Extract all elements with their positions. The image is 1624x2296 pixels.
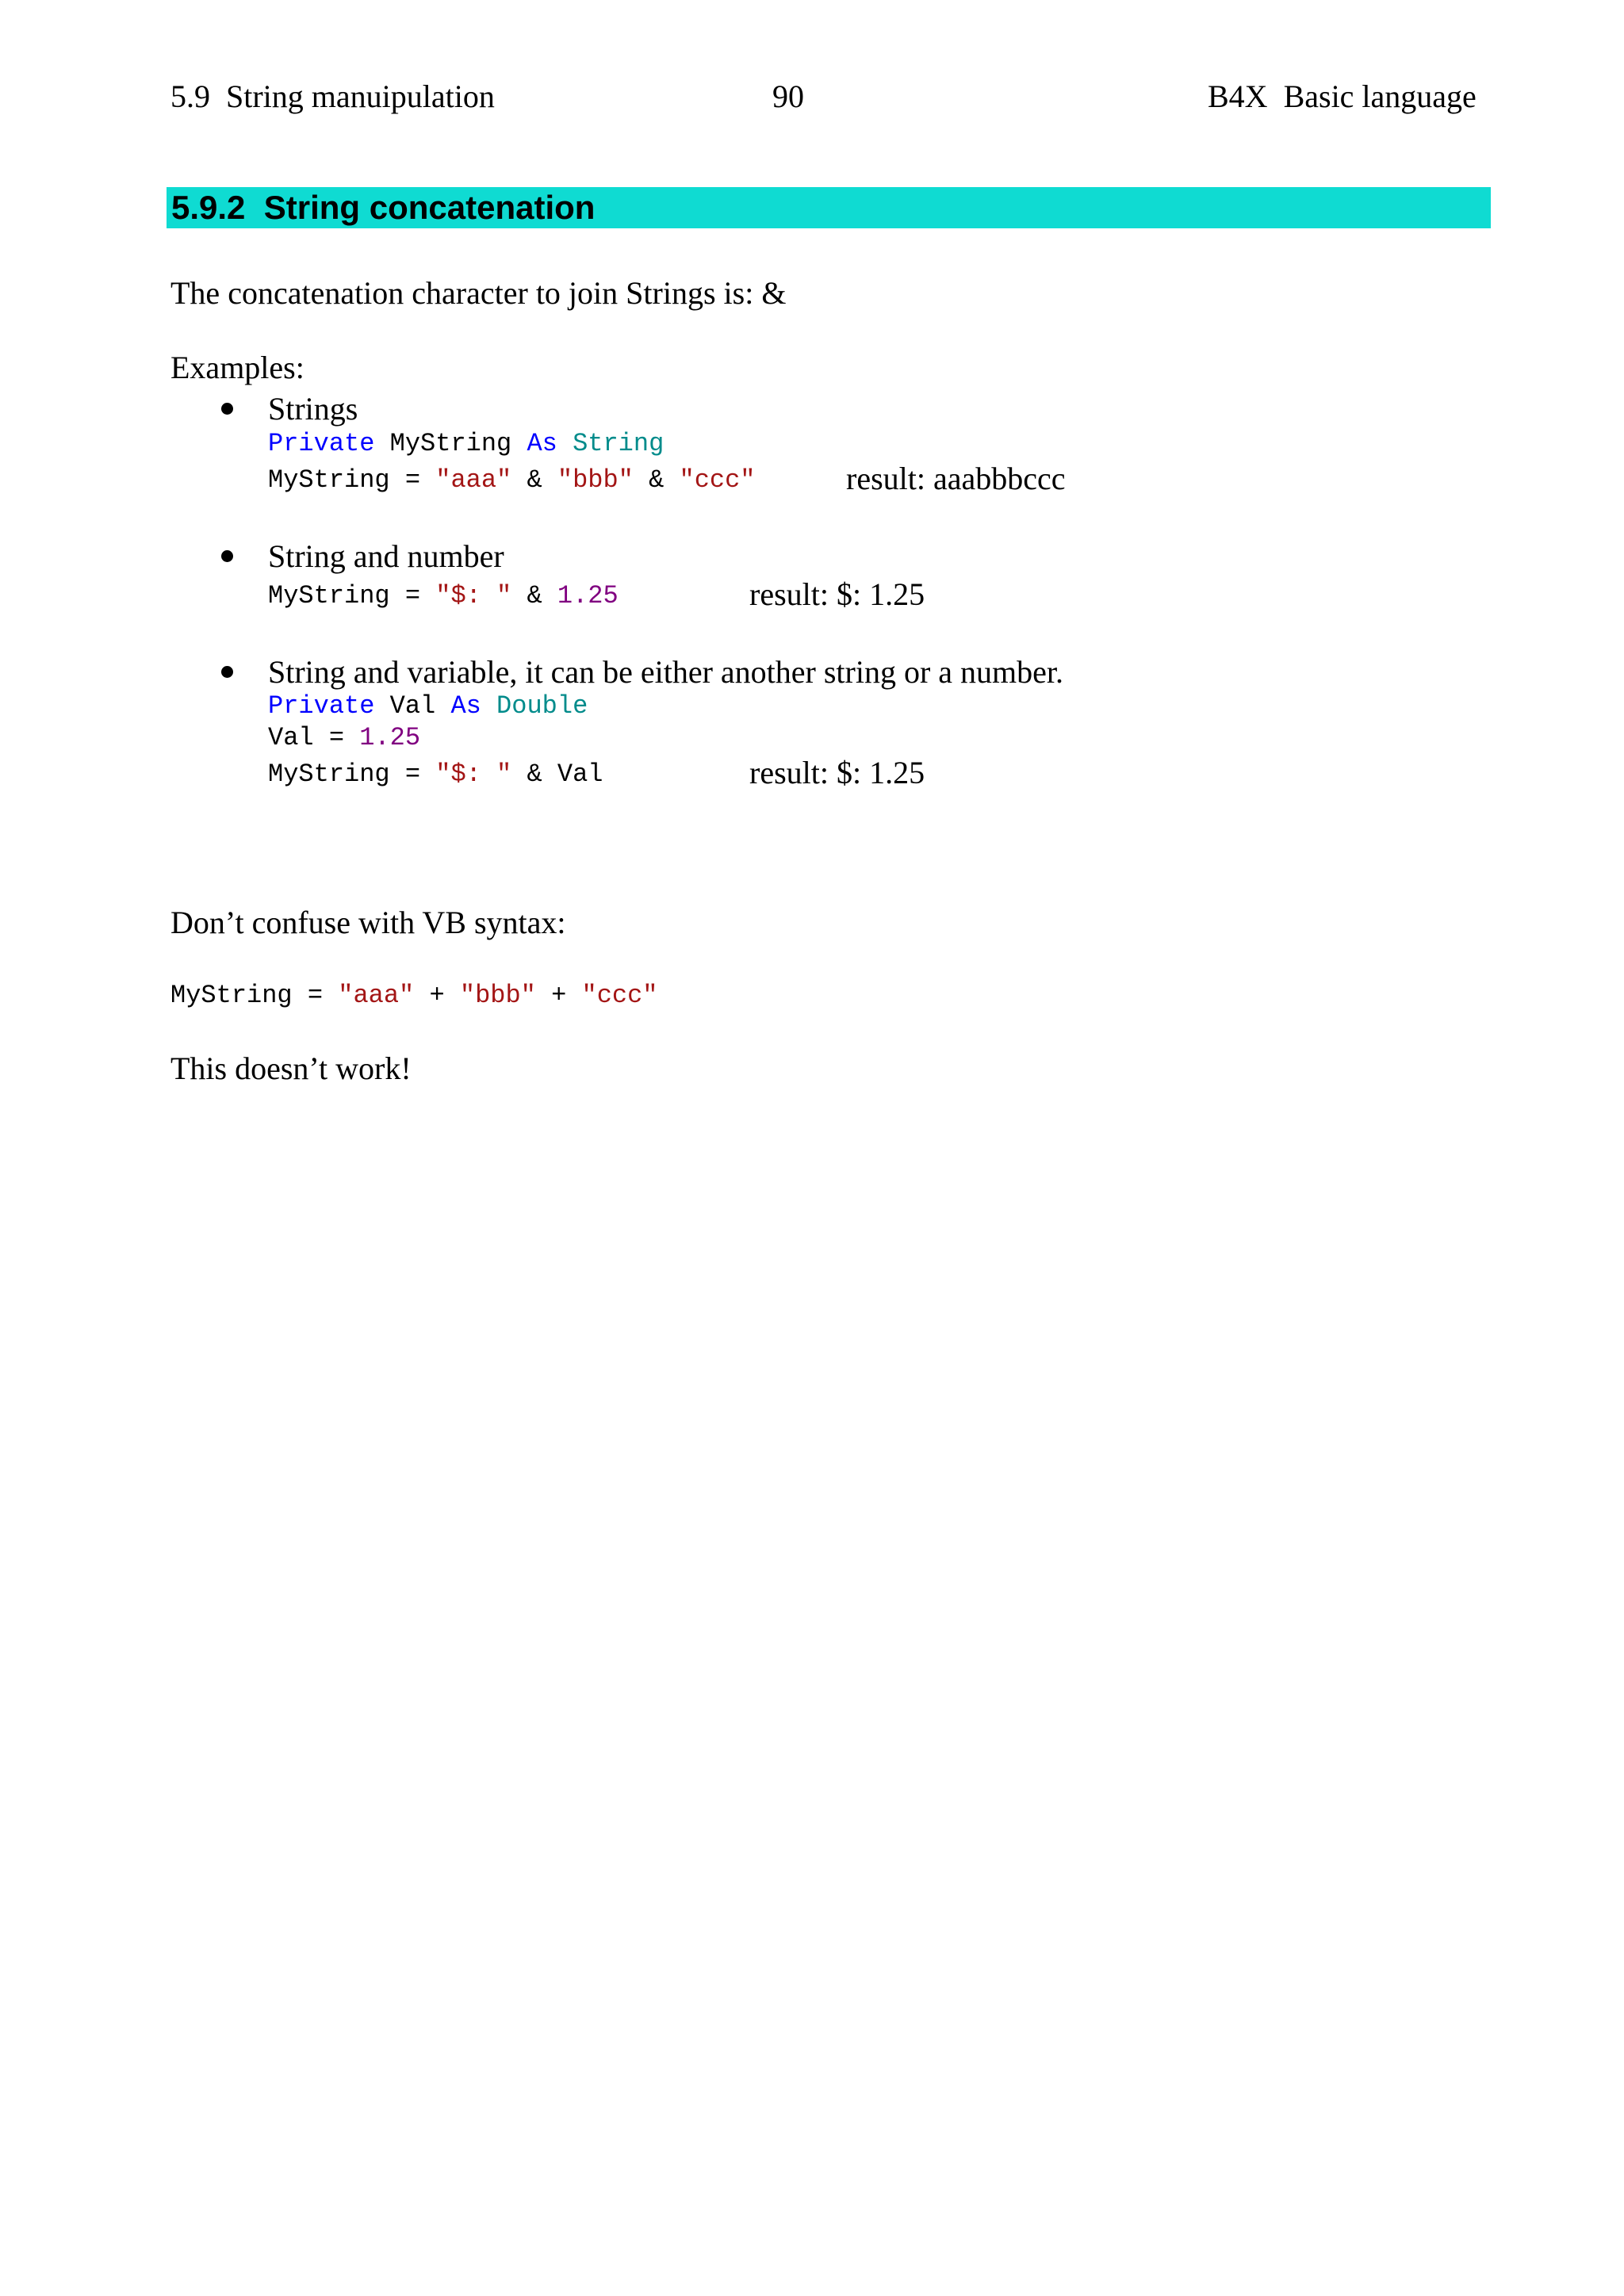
examples-label: Examples:: [170, 350, 304, 385]
example-title: Strings: [268, 391, 358, 427]
example-title: String and variable, it can be either another string or a number.: [268, 654, 1064, 690]
page-number: 90: [772, 78, 804, 114]
vb-code-line: MyString = "aaa" + "bbb" + "ccc": [170, 981, 658, 1010]
code-line: MyString = "$: " & 1.25: [268, 581, 619, 610]
header-section: 5.9 String manuipulation: [170, 78, 495, 114]
header-book-title: B4X Basic language: [1208, 78, 1477, 114]
code-line: Val = 1.25: [268, 723, 421, 752]
example-result: result: $: 1.25: [749, 755, 925, 790]
example-result: result: aaabbbccc: [846, 461, 1066, 496]
section-heading: 5.9.2 String concatenation: [171, 189, 596, 226]
bullet-icon: [221, 403, 233, 415]
bullet-icon: [221, 666, 233, 678]
bullet-icon: [221, 550, 233, 562]
code-line: Private MyString As String: [268, 429, 665, 458]
code-line: MyString = "aaa" & "bbb" & "ccc": [268, 465, 756, 495]
vb-note: Don’t confuse with VB syntax:: [170, 905, 566, 940]
code-line: MyString = "$: " & Val: [268, 760, 603, 789]
closing-text: This doesn’t work!: [170, 1050, 412, 1086]
code-line: Private Val As Double: [268, 691, 588, 721]
example-title: String and number: [268, 538, 504, 574]
example-result: result: $: 1.25: [749, 576, 925, 612]
intro-text: The concatenation character to join Strings is: &: [170, 275, 787, 311]
